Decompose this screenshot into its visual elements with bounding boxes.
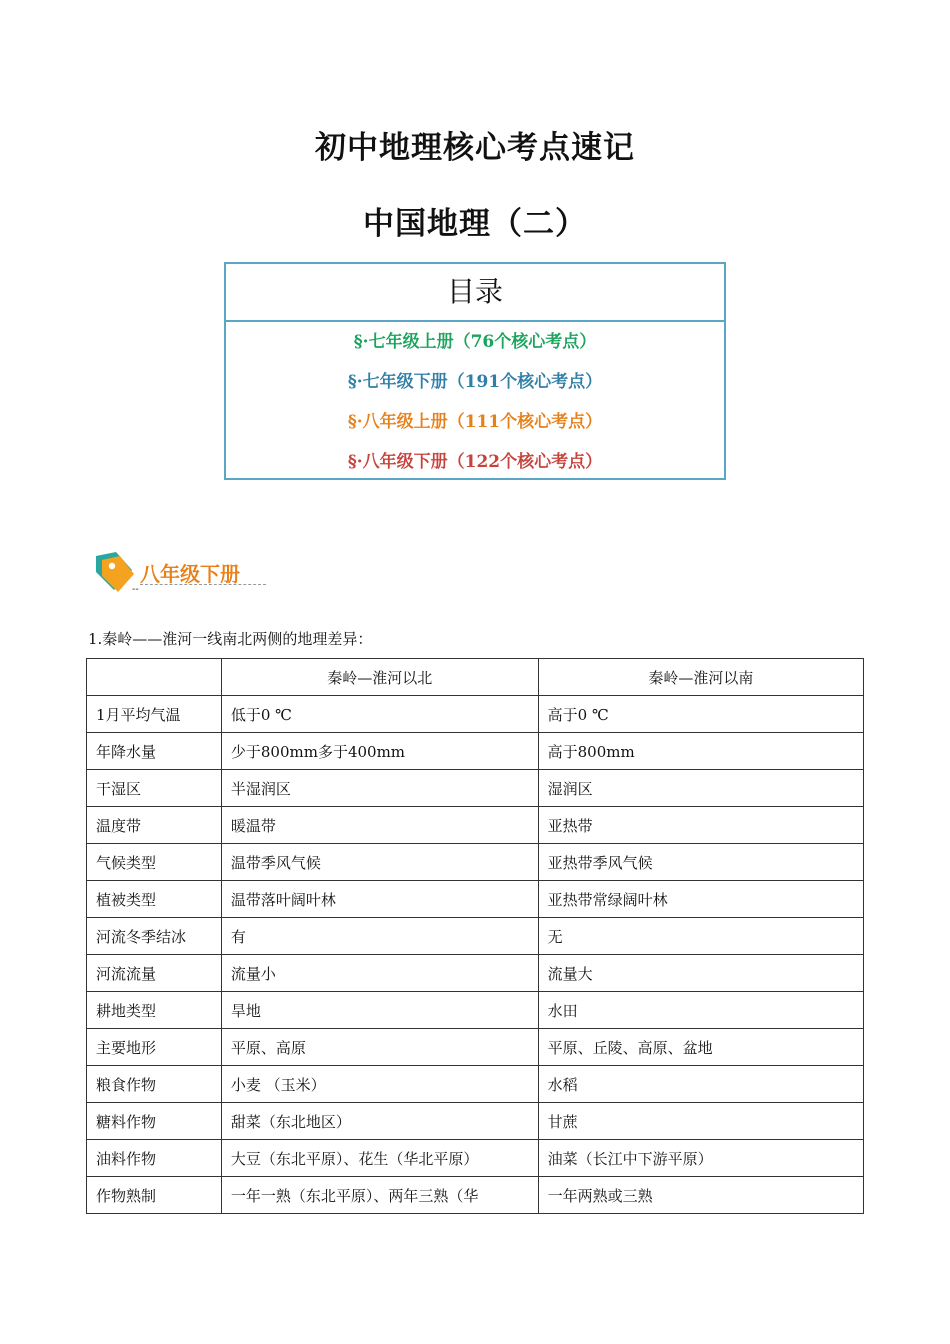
north-cell: 温带落叶阔叶林	[221, 881, 538, 918]
row-label-cell: 主要地形	[87, 1029, 222, 1066]
comparison-table	[86, 658, 864, 1214]
section-label: 八年级下册	[140, 562, 240, 586]
header-cell-blank	[87, 659, 222, 696]
row-label-cell: 气候类型	[87, 844, 222, 881]
row-label-cell: 温度带	[87, 807, 222, 844]
row-label-cell: 1月平均气温	[87, 696, 222, 733]
section-underline	[140, 584, 266, 585]
table-body	[87, 696, 864, 1214]
table-row	[87, 918, 864, 955]
south-cell: 高于800mm	[538, 733, 863, 770]
section-mark: --	[132, 584, 139, 595]
north-cell: 甜菜（东北地区）	[221, 1103, 538, 1140]
table-row	[87, 1029, 864, 1066]
header-cell-north: 秦岭—淮河以北	[221, 659, 538, 696]
south-cell: 亚热带	[538, 807, 863, 844]
south-cell: 湿润区	[538, 770, 863, 807]
page-title: 初中地理核心考点速记	[315, 130, 635, 166]
south-cell: 高于0 ℃	[538, 696, 863, 733]
table-of-contents	[224, 262, 726, 480]
section-badge	[92, 548, 272, 596]
row-label-cell: 河流流量	[87, 955, 222, 992]
toc-item[interactable]: §·七年级上册（76个核心考点）	[353, 332, 597, 352]
row-label-cell: 植被类型	[87, 881, 222, 918]
north-cell: 暖温带	[221, 807, 538, 844]
south-cell: 水稻	[538, 1066, 863, 1103]
row-label-cell: 河流冬季结冰	[87, 918, 222, 955]
north-cell: 平原、高原	[221, 1029, 538, 1066]
table-row	[87, 955, 864, 992]
north-cell: 有	[221, 918, 538, 955]
north-cell: 温带季风气候	[221, 844, 538, 881]
south-cell: 无	[538, 918, 863, 955]
table-row	[87, 770, 864, 807]
table-row	[87, 881, 864, 918]
table-row	[87, 1066, 864, 1103]
toc-item[interactable]: §·八年级下册（122个核心考点）	[347, 452, 603, 472]
toc-item[interactable]: §·八年级上册（111个核心考点）	[347, 412, 603, 432]
south-cell: 流量大	[538, 955, 863, 992]
north-cell: 流量小	[221, 955, 538, 992]
table-row	[87, 807, 864, 844]
north-cell: 一年一熟（东北平原）、两年三熟（华	[221, 1177, 538, 1214]
south-cell: 平原、丘陵、高原、盆地	[538, 1029, 863, 1066]
question-title: 1.秦岭——淮河一线南北两侧的地理差异：	[88, 630, 373, 648]
north-cell: 半湿润区	[221, 770, 538, 807]
south-cell: 甘蔗	[538, 1103, 863, 1140]
row-label-cell: 耕地类型	[87, 992, 222, 1029]
north-cell: 大豆（东北平原）、花生（华北平原）	[221, 1140, 538, 1177]
south-cell: 亚热带季风气候	[538, 844, 863, 881]
tag-icon	[92, 548, 136, 594]
north-cell: 低于0 ℃	[221, 696, 538, 733]
row-label-cell: 糖料作物	[87, 1103, 222, 1140]
north-cell: 少于800mm多于400mm	[221, 733, 538, 770]
table-row	[87, 1140, 864, 1177]
row-label-cell: 作物熟制	[87, 1177, 222, 1214]
south-cell: 亚热带常绿阔叶林	[538, 881, 863, 918]
row-label-cell: 年降水量	[87, 733, 222, 770]
table-row	[87, 1103, 864, 1140]
row-label-cell: 粮食作物	[87, 1066, 222, 1103]
table-row	[87, 733, 864, 770]
table-row	[87, 1177, 864, 1214]
header-cell-south: 秦岭—淮河以南	[538, 659, 863, 696]
page-subtitle: 中国地理（二）	[363, 206, 587, 242]
table-row	[87, 992, 864, 1029]
row-label-cell: 油料作物	[87, 1140, 222, 1177]
north-cell: 小麦 （玉米）	[221, 1066, 538, 1103]
north-cell: 旱地	[221, 992, 538, 1029]
row-label-cell: 干湿区	[87, 770, 222, 807]
south-cell: 油菜（长江中下游平原）	[538, 1140, 863, 1177]
table-header-row	[87, 659, 864, 696]
toc-heading: 目录	[226, 264, 724, 322]
toc-item[interactable]: §·七年级下册（191个核心考点）	[347, 372, 603, 392]
table-row	[87, 696, 864, 733]
toc-list	[226, 322, 724, 482]
south-cell: 水田	[538, 992, 863, 1029]
south-cell: 一年两熟或三熟	[538, 1177, 863, 1214]
table-row	[87, 844, 864, 881]
